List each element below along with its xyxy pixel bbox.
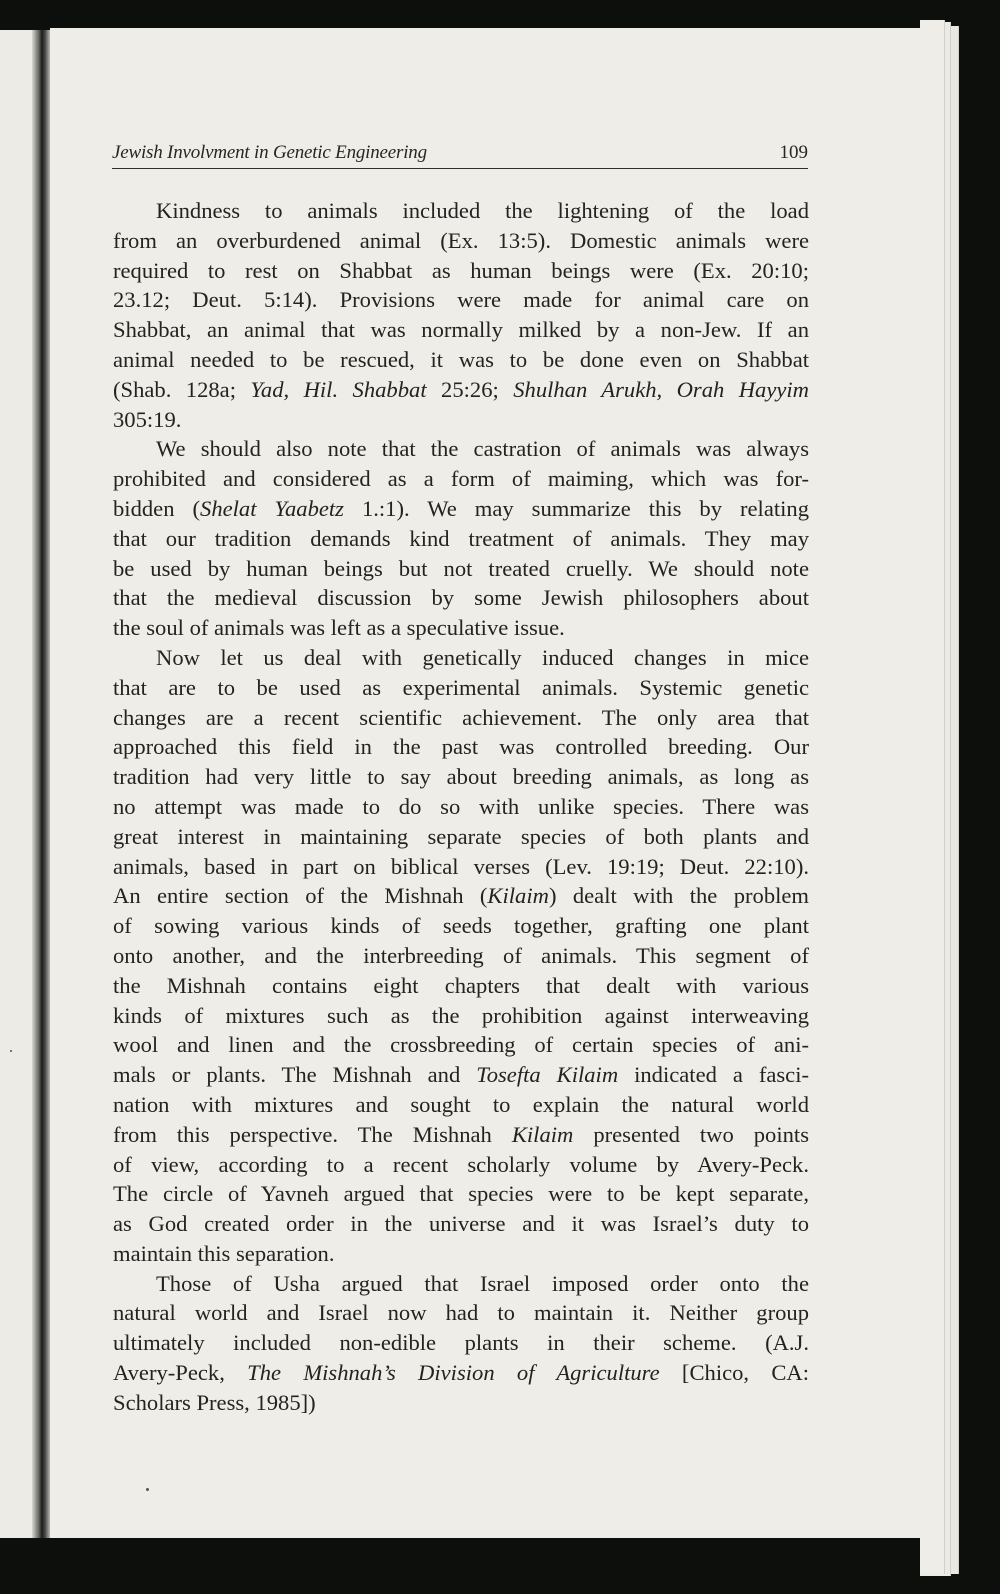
- text-line: natural world and Israel now had to maintain it. Neither group: [113, 1300, 809, 1326]
- text-line: Scholars Press, 1985]): [113, 1389, 316, 1415]
- body-text: [113, 196, 809, 1418]
- text-line: Avery-Peck, The Mishnah’s Division of Agriculture [Chico, CA:: [113, 1360, 809, 1386]
- text-line: required to rest on Shabbat as human beings were (Ex. 20:10;: [113, 257, 809, 283]
- text-line: from this perspective. The Mishnah Kilaim presented two points: [113, 1121, 810, 1147]
- text-line: 23.12; Deut. 5:14). Provisions were made for animal care on: [113, 287, 809, 313]
- text-line: The circle of Yavneh argued that species were to be kept separate,: [113, 1181, 809, 1207]
- text-line: the Mishnah contains eight chapters that dealt with various: [113, 972, 809, 998]
- text-line: be used by human beings but not treated cruelly. We should note: [113, 555, 809, 581]
- running-header: [112, 138, 808, 169]
- text-line: from an overburdened animal (Ex. 13:5). Domestic animals were: [113, 227, 809, 253]
- text-line: 305:19.: [113, 406, 182, 432]
- text-line: maintain this separation.: [113, 1240, 335, 1266]
- text-line: (Shab. 128a; Yad, Hil. Shabbat 25:26; Shulhan Arukh, Orah Hayyim: [113, 376, 809, 402]
- text-line: approached this field in the past was controlled breeding. Our: [113, 734, 809, 760]
- text-line: bidden (Shelat Yaabetz 1.:1). We may summarize this by relating: [113, 495, 809, 521]
- paragraph: [113, 1269, 809, 1418]
- text-line: Now let us deal with genetically induced changes in mice: [156, 644, 809, 670]
- text-line: that our tradition demands kind treatment of animals. They may: [113, 525, 809, 551]
- italic-citation: Tosefta Kilaim: [476, 1062, 619, 1088]
- text-line: onto another, and the interbreeding of animals. This segment of: [113, 942, 809, 968]
- page-number: 109: [779, 142, 808, 163]
- italic-citation: Yad, Hil. Shabbat: [250, 376, 427, 402]
- running-header-title: Jewish Involvment in Genetic Engineering: [112, 142, 427, 163]
- text-line: that are to be used as experimental animals. Systemic genetic: [113, 674, 809, 700]
- italic-citation: The Mishnah’s Division of Agriculture: [247, 1360, 660, 1386]
- text-line: tradition had very little to say about breeding animals, as long as: [113, 764, 809, 790]
- text-line: great interest in maintaining separate species of both plants and: [113, 823, 809, 849]
- text-line: An entire section of the Mishnah (Kilaim) dealt with the problem: [113, 883, 809, 909]
- text-line: prohibited and considered as a form of maiming, which was for-: [113, 466, 809, 492]
- paper-speck: [146, 1488, 149, 1491]
- text-line: no attempt was made to do so with unlike species. There was: [113, 793, 809, 819]
- text-line: that the medieval discussion by some Jewish philosophers about: [113, 585, 809, 611]
- text-line: as God created order in the universe and it was Israel’s duty to: [113, 1211, 809, 1237]
- text-line: animal needed to be rescued, it was to be done even on Shabbat: [113, 346, 809, 372]
- italic-citation: Shelat Yaabetz: [200, 495, 344, 521]
- text-line: nation with mixtures and sought to explain the natural world: [113, 1091, 809, 1117]
- text-line: Shabbat, an animal that was normally milked by a non-Jew. If an: [113, 317, 809, 343]
- paragraph: [113, 434, 809, 643]
- text-line: of view, according to a recent scholarly volume by Avery-Peck.: [113, 1151, 809, 1177]
- text-line: of sowing various kinds of seeds together, grafting one plant: [113, 913, 809, 939]
- text-line: Kindness to animals included the lightening of the load: [156, 198, 809, 223]
- text-line: Those of Usha argued that Israel imposed order onto the: [156, 1270, 809, 1296]
- italic-citation: Kilaim: [511, 1121, 574, 1147]
- text-line: wool and linen and the crossbreeding of certain species of ani-: [113, 1032, 809, 1058]
- text-line: We should also note that the castration of animals was always: [156, 436, 809, 462]
- text-line: ultimately included non-edible plants in their scheme. (A.J.: [113, 1330, 809, 1356]
- text-line: kinds of mixtures such as the prohibition against interweaving: [113, 1002, 809, 1028]
- paper-speck: [10, 1050, 12, 1052]
- paragraph: [113, 643, 809, 1269]
- text-line: animals, based in part on biblical verses (Lev. 19:19; Deut. 22:10).: [113, 853, 809, 879]
- italic-citation: Shulhan Arukh, Orah Hayyim: [513, 376, 809, 402]
- paragraph: [113, 196, 809, 434]
- text-line: changes are a recent scientific achievement. The only area that: [113, 704, 809, 730]
- italic-citation: Kilaim: [487, 883, 549, 909]
- text-line: mals or plants. The Mishnah and Tosefta Kilaim indicated a fasci-: [113, 1062, 810, 1088]
- text-line: the soul of animals was left as a speculative issue.: [113, 615, 565, 641]
